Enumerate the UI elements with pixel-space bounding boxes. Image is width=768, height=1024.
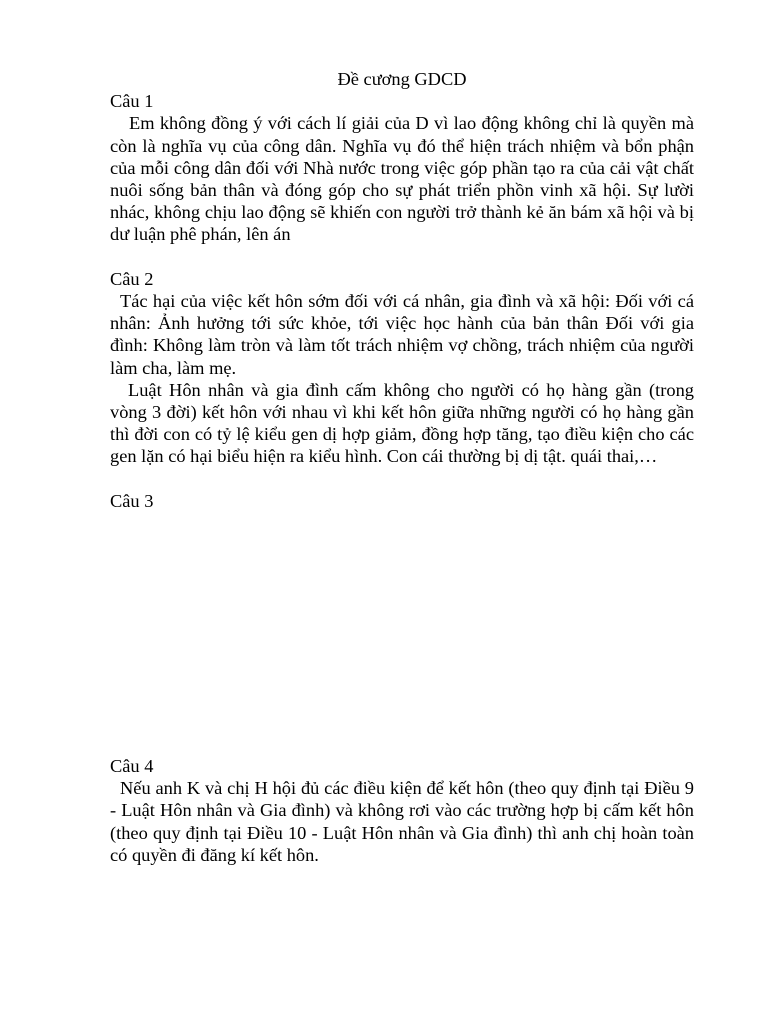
section-2-paragraph-2: Luật Hôn nhân và gia đình cấm không cho người có họ hàng gần (trong vòng 3 đời) kết hôn với nhau vì khi kết hôn giữa những người có họ hàng gần thì đời con có tỷ lệ kiểu gen dị hợp giảm, đồng hợp tăng, tạo điều kiện cho các gen lặn có hại biểu hiện ra kiểu hình. Con cái thường bị dị tật. quái thai,… — [110, 379, 694, 467]
document-page — [110, 68, 694, 866]
section-heading-cau-1: Câu 1 — [110, 91, 154, 112]
section-4-paragraph: Nếu anh K và chị H hội đủ các điều kiện để kết hôn (theo quy định tại Điều 9 - Luật Hôn nhân và Gia đình) và không rơi vào các trường hợp bị cấm kết hôn (theo quy định tại Điều 10 - Luật Hôn nhân và Gia đình) thì anh chị hoàn toàn có quyền đi đăng kí kết hôn. — [110, 778, 694, 865]
section-2-paragraph-1: Tác hại của việc kết hôn sớm đối với cá nhân, gia đình và xã hội: Đối với cá nhân: Ảnh hưởng tới sức khỏe, tới việc học hành của bản thân Đối với gia đình: Không làm tròn và làm tốt trách nhiệm vợ chồng, trách nhiệm của người làm cha, làm mẹ. — [110, 291, 694, 378]
section-heading-cau-3: Câu 3 — [110, 490, 154, 511]
blank-line — [110, 246, 694, 268]
document-title: Đề cương GDCD — [337, 69, 467, 89]
section-1-paragraph: Em không đồng ý với cách lí giải của D vì lao động không chỉ là quyền mà còn là nghĩa vụ của công dân. Nghĩa vụ đó thể hiện trách nhiệm và bổn phận của mỗi công dân đối với Nhà nước trong việc góp phần tạo ra của cải vật chất nuôi sống bản thân và đóng góp cho sự phát triển phồn vinh xã hội. Sự lười nhác, không chịu lao động sẽ khiến con người trở thành kẻ ăn bám xã hội và bị dư luận phê phán, lên án — [110, 113, 694, 245]
empty-answer-space — [110, 512, 694, 755]
section-heading-cau-2: Câu 2 — [110, 268, 154, 289]
blank-line — [110, 468, 694, 490]
section-heading-cau-4: Câu 4 — [110, 756, 154, 777]
